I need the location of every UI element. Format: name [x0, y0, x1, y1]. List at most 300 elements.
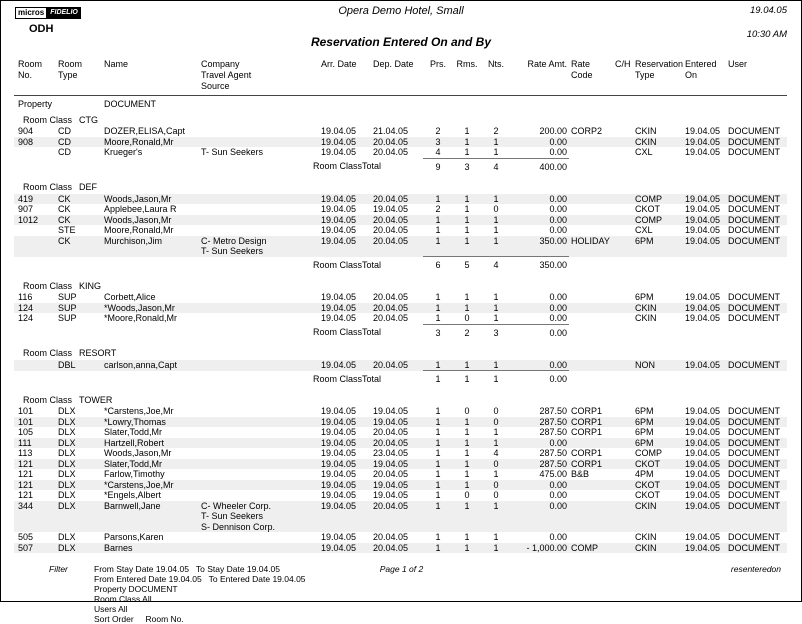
total-nts: 1	[481, 371, 511, 387]
total-rms: 5	[453, 257, 481, 273]
cell-ch	[613, 417, 633, 428]
cell-name: Woods,Jason,Mr	[104, 448, 172, 458]
cell-dep-date: 20.04.05	[370, 215, 423, 226]
cell-room-type: DLX	[52, 438, 100, 449]
cell-ch	[613, 147, 633, 158]
cell-room-no	[14, 236, 52, 257]
cell-arr-date: 19.04.05	[321, 126, 357, 136]
reservation-row	[14, 126, 787, 137]
cell-entered-on: 19.04.05	[685, 225, 721, 235]
cell-room-no: 124	[14, 303, 52, 314]
property-cell	[14, 96, 787, 112]
reservation-row	[14, 448, 787, 459]
cell-rms: 0	[464, 313, 470, 323]
cell-entered-on: 19.04.05	[683, 137, 725, 148]
total-lead-spacer	[14, 371, 198, 387]
cell-user: DOCUMENT	[725, 303, 787, 314]
reservation-row	[14, 292, 787, 303]
company-line: C- Wheeler Corp.	[201, 500, 272, 511]
cell-rms: 1	[464, 292, 470, 302]
reservation-row	[14, 215, 787, 226]
reservation-row	[14, 406, 787, 417]
cell-company	[198, 137, 318, 148]
room-class-label: Room Class	[23, 182, 73, 192]
cell-arr-date: 19.04.05	[318, 303, 370, 314]
cell-prs: 1	[423, 360, 453, 371]
cell-dep-date: 20.04.05	[370, 236, 423, 257]
cell-company	[198, 313, 318, 324]
cell-reservation-type: 6PM	[635, 406, 654, 416]
cell-dep-date: 20.04.05	[370, 438, 423, 449]
cell-dep-date: 19.04.05	[373, 406, 409, 416]
cell-rate-amt: 0.00	[549, 490, 567, 500]
cell-room-no: 908	[14, 137, 52, 148]
cell-entered-on: 19.04.05	[683, 194, 725, 205]
cell-rate-code	[569, 292, 613, 303]
report-title: Reservation Entered On and By	[310, 35, 492, 49]
cell-dep-date: 21.04.05	[373, 126, 409, 136]
cell-rate-amt: 0.00	[549, 313, 567, 323]
cell-rms: 1	[453, 137, 481, 148]
cell-rms: 0	[464, 490, 470, 500]
cell-company	[198, 303, 318, 314]
cell-entered-on: 19.04.05	[683, 480, 725, 491]
filter-line: Property DOCUMENT	[94, 584, 178, 594]
cell-name: *Carstens,Joe,Mr	[104, 406, 174, 416]
total-rms: 2	[453, 324, 481, 340]
cell-prs: 3	[423, 137, 453, 148]
cell-name: Woods,Jason,Mr	[100, 215, 198, 226]
company-line: T- Sun Seekers	[201, 147, 264, 157]
cell-company	[198, 532, 318, 543]
cell-nts: 1	[481, 438, 511, 449]
room-class-total-row	[14, 158, 787, 174]
cell-prs: 1	[435, 225, 441, 235]
cell-rate-amt: 350.00	[511, 236, 569, 257]
cell-ch	[613, 313, 633, 324]
cell-rate-amt: 0.00	[511, 360, 569, 371]
reservation-row	[14, 303, 787, 314]
cell-room-type: DLX	[52, 459, 100, 470]
room-class-value: RESORT	[79, 348, 117, 358]
cell-dep-date: 20.04.05	[370, 303, 423, 314]
cell-room-no: 507	[14, 543, 52, 554]
cell-reservation-type: 6PM	[633, 438, 683, 449]
cell-arr-date: 19.04.05	[318, 360, 370, 371]
cell-reservation-type: CKIN	[635, 532, 657, 542]
cell-company	[198, 194, 318, 205]
filter-line: Sort Order Room No.	[94, 614, 184, 624]
total-lead-spacer	[14, 158, 198, 174]
reservations-table	[14, 56, 787, 558]
cell-dep-date: 20.04.05	[373, 225, 409, 235]
property-value: DOCUMENT	[104, 99, 156, 109]
cell-user: DOCUMENT	[728, 126, 780, 136]
cell-user: DOCUMENT	[725, 438, 787, 449]
cell-company	[198, 427, 318, 438]
cell-rate-amt: 0.00	[511, 194, 569, 205]
cell-nts: 0	[481, 417, 511, 428]
cell-entered-on: 19.04.05	[685, 204, 721, 214]
cell-room-type: CK	[52, 236, 100, 257]
cell-arr-date: 19.04.05	[321, 147, 357, 157]
cell-rate-amt: 0.00	[549, 147, 567, 157]
cell-ch	[613, 459, 633, 470]
filter-line: From Stay Date 19.04.05 To Stay Date 19.04.05	[94, 564, 281, 574]
cell-arr-date: 19.04.05	[318, 459, 370, 470]
cell-dep-date: 19.04.05	[370, 459, 423, 470]
cell-ch	[613, 194, 633, 205]
cell-reservation-type: COMP	[633, 194, 683, 205]
cell-entered-on: 19.04.05	[683, 501, 725, 533]
cell-ch	[613, 225, 633, 236]
col-ch: C/H	[613, 56, 633, 96]
cell-rms: 1	[464, 204, 470, 214]
cell-name: Applebee,Laura R	[104, 204, 177, 214]
cell-name: DOZER,ELISA,Capt	[104, 126, 186, 136]
cell-reservation-type: 6PM	[633, 236, 683, 257]
cell-name: Barnes	[100, 543, 198, 554]
cell-nts: 1	[481, 501, 511, 533]
reservation-row	[14, 427, 787, 438]
cell-dep-date: 20.04.05	[373, 147, 409, 157]
cell-arr-date: 19.04.05	[318, 480, 370, 491]
room-class-total-row	[14, 371, 787, 387]
cell-reservation-type: 6PM	[635, 427, 654, 437]
room-class-row	[14, 392, 787, 407]
cell-user: DOCUMENT	[728, 406, 780, 416]
room-class-cell	[14, 345, 787, 360]
cell-nts: 1	[481, 215, 511, 226]
cell-rate-amt: - 1,000.00	[511, 543, 569, 554]
cell-nts: 0	[481, 480, 511, 491]
col-rms: Rms.	[453, 56, 481, 96]
cell-ch	[613, 427, 633, 438]
room-class-cell	[14, 278, 787, 293]
cell-room-no: 907	[18, 204, 34, 214]
cell-rate-code	[569, 215, 613, 226]
report-id: resenteredon	[730, 564, 781, 574]
cell-room-no	[14, 360, 52, 371]
page-number: Page 1 of 2	[379, 564, 424, 574]
cell-name: *Lowry,Thomas	[100, 417, 198, 428]
cell-room-no: 121	[14, 480, 52, 491]
cell-rate-code	[569, 303, 613, 314]
cell-prs: 1	[435, 406, 441, 416]
cell-nts: 1	[493, 469, 499, 479]
cell-dep-date: 20.04.05	[373, 427, 409, 437]
report-date: 19.04.05	[750, 5, 787, 16]
total-lead-spacer	[14, 324, 198, 340]
cell-name: Farlow,Timothy	[104, 469, 165, 479]
cell-room-type: CD	[58, 147, 71, 157]
total-nts: 4	[481, 158, 511, 174]
col-user: User	[725, 56, 787, 96]
cell-name: carlson,anna,Capt	[100, 360, 198, 371]
report-table-body	[14, 96, 787, 559]
cell-nts: 1	[493, 147, 499, 157]
room-class-label: Room Class	[23, 348, 73, 358]
cell-rms: 1	[453, 501, 481, 533]
total-tail-spacer	[569, 324, 787, 340]
cell-reservation-type: CKIN	[633, 501, 683, 533]
cell-ch	[613, 438, 633, 449]
room-class-row	[14, 112, 787, 127]
cell-nts: 0	[481, 459, 511, 470]
cell-reservation-type: CKOT	[635, 204, 661, 214]
cell-company	[198, 459, 318, 470]
cell-reservation-type: 4PM	[635, 469, 654, 479]
room-class-cell	[14, 112, 787, 127]
total-nts: 4	[481, 257, 511, 273]
cell-company	[198, 147, 318, 158]
cell-company	[198, 501, 318, 533]
cell-dep-date: 20.04.05	[373, 532, 409, 542]
cell-user: DOCUMENT	[728, 225, 780, 235]
reservation-row	[14, 480, 787, 491]
cell-rate-amt: 0.00	[511, 137, 569, 148]
cell-user: DOCUMENT	[725, 215, 787, 226]
total-rate-amt: 350.00	[511, 257, 569, 273]
cell-rate-code: CORP1	[571, 448, 603, 458]
cell-entered-on: 19.04.05	[683, 303, 725, 314]
cell-company	[198, 406, 318, 417]
cell-rms: 0	[464, 406, 470, 416]
cell-user: DOCUMENT	[725, 236, 787, 257]
cell-rms: 1	[453, 194, 481, 205]
room-class-row	[14, 179, 787, 194]
cell-rms: 1	[453, 438, 481, 449]
cell-prs: 1	[423, 501, 453, 533]
cell-arr-date: 19.04.05	[318, 501, 370, 533]
micros-logo-text: micros	[15, 7, 47, 19]
cell-company	[198, 448, 318, 459]
cell-user: DOCUMENT	[728, 490, 780, 500]
cell-user: DOCUMENT	[728, 204, 780, 214]
cell-rms: 1	[453, 236, 481, 257]
filter-line: Users All	[94, 604, 128, 614]
room-class-value: CTG	[79, 114, 98, 125]
cell-rate-code: COMP	[569, 543, 613, 554]
section-spacer	[14, 553, 787, 558]
cell-room-no: 121	[18, 490, 34, 500]
room-class-total-label: Room ClassTotal	[313, 373, 382, 384]
cell-prs: 1	[435, 532, 441, 542]
cell-room-no	[14, 225, 52, 236]
table-header	[14, 56, 787, 96]
cell-ch	[613, 448, 633, 459]
cell-room-no: 124	[18, 313, 34, 323]
cell-entered-on: 19.04.05	[685, 313, 721, 323]
cell-user: DOCUMENT	[725, 360, 787, 371]
cell-dep-date: 20.04.05	[370, 194, 423, 205]
cell-ch	[613, 137, 633, 148]
cell-nts: 1	[481, 360, 511, 371]
cell-rate-code: CORP1	[571, 427, 603, 437]
cell-rate-code: CORP1	[569, 417, 613, 428]
cell-name: *Engels,Albert	[104, 490, 162, 500]
col-rate-amt: Rate Amt.	[511, 56, 569, 96]
room-class-label: Room Class	[23, 394, 73, 405]
cell-user: DOCUMENT	[728, 147, 780, 157]
col-dep-date: Dep. Date	[370, 56, 423, 96]
cell-company	[198, 292, 318, 303]
total-prs: 6	[423, 257, 453, 273]
cell-room-type: SUP	[58, 313, 77, 323]
col-room-no: Room No.	[14, 56, 52, 96]
cell-reservation-type: CKOT	[635, 490, 661, 500]
cell-entered-on: 19.04.05	[685, 406, 721, 416]
cell-room-no: 105	[18, 427, 34, 437]
cell-rms: 1	[453, 417, 481, 428]
cell-entered-on: 19.04.05	[683, 236, 725, 257]
cell-user: DOCUMENT	[725, 501, 787, 533]
cell-name: *Carstens,Joe,Mr	[100, 480, 198, 491]
room-class-total-row	[14, 257, 787, 273]
room-class-row	[14, 278, 787, 293]
cell-company	[198, 360, 318, 371]
cell-room-no: 121	[14, 459, 52, 470]
cell-room-no: 121	[18, 469, 34, 479]
cell-ch	[613, 480, 633, 491]
reservation-row	[14, 543, 787, 554]
cell-reservation-type: CKIN	[635, 126, 657, 136]
cell-reservation-type: CKIN	[633, 543, 683, 554]
reservation-row	[14, 438, 787, 449]
cell-entered-on: 19.04.05	[685, 147, 721, 157]
cell-company	[198, 469, 318, 480]
cell-entered-on: 19.04.05	[685, 126, 721, 136]
cell-ch	[613, 360, 633, 371]
col-arr-date: Arr. Date	[318, 56, 370, 96]
cell-nts: 1	[481, 303, 511, 314]
cell-arr-date: 19.04.05	[321, 427, 357, 437]
cell-entered-on: 19.04.05	[683, 543, 725, 554]
cell-arr-date: 19.04.05	[321, 313, 357, 323]
cell-name: Woods,Jason,Mr	[100, 194, 198, 205]
cell-nts: 1	[481, 194, 511, 205]
total-prs: 3	[423, 324, 453, 340]
cell-arr-date: 19.04.05	[318, 194, 370, 205]
cell-company	[198, 126, 318, 137]
reservation-row	[14, 225, 787, 236]
cell-entered-on: 19.04.05	[683, 438, 725, 449]
cell-arr-date: 19.04.05	[321, 469, 357, 479]
report-time: 10:30 AM	[746, 29, 787, 40]
cell-room-type: DLX	[52, 417, 100, 428]
total-rate-amt: 0.00	[511, 371, 569, 387]
cell-dep-date: 20.04.05	[370, 137, 423, 148]
cell-prs: 1	[423, 236, 453, 257]
cell-arr-date: 19.04.05	[318, 438, 370, 449]
total-nts: 3	[481, 324, 511, 340]
property-code: ODH	[29, 23, 54, 35]
property-label: Property	[18, 99, 53, 109]
cell-name: Parsons,Karen	[104, 532, 164, 542]
cell-room-type: DBL	[52, 360, 100, 371]
cell-reservation-type: NON	[633, 360, 683, 371]
cell-ch	[613, 543, 633, 554]
cell-room-no: 101	[14, 417, 52, 428]
cell-rate-code	[569, 360, 613, 371]
col-rate-code: Rate Code	[569, 56, 613, 96]
cell-prs: 1	[423, 543, 453, 554]
room-class-total-label: Room ClassTotal	[313, 327, 382, 337]
reservation-row	[14, 501, 787, 533]
cell-prs: 1	[423, 480, 453, 491]
room-class-value: TOWER	[79, 394, 113, 405]
cell-name: Krueger's	[104, 147, 143, 157]
cell-name: *Moore,Ronald,Mr	[104, 313, 178, 323]
cell-rms: 1	[453, 459, 481, 470]
reservation-row	[14, 490, 787, 501]
cell-user: DOCUMENT	[728, 532, 780, 542]
cell-user: DOCUMENT	[725, 194, 787, 205]
cell-rate-amt: 0.00	[511, 438, 569, 449]
cell-room-no: 419	[14, 194, 52, 205]
cell-entered-on: 19.04.05	[685, 448, 721, 458]
col-room-type: Room Type	[52, 56, 100, 96]
cell-rate-amt: 287.50	[511, 459, 569, 470]
cell-rate-amt: 0.00	[549, 292, 567, 302]
cell-dep-date: 19.04.05	[370, 417, 423, 428]
cell-ch	[613, 236, 633, 257]
cell-prs: 1	[423, 459, 453, 470]
hotel-name: Opera Demo Hotel, Small	[338, 5, 464, 17]
cell-name: Corbett,Alice	[104, 292, 156, 302]
filter-line: Room Class All	[94, 594, 152, 604]
reservation-row	[14, 204, 787, 215]
cell-nts: 4	[493, 448, 499, 458]
cell-arr-date: 19.04.05	[321, 448, 357, 458]
cell-name: Barnwell,Jane	[100, 501, 198, 533]
reservation-row	[14, 360, 787, 371]
cell-prs: 2	[435, 126, 441, 136]
cell-room-type: DLX	[58, 448, 76, 458]
total-tail-spacer	[569, 158, 787, 174]
cell-arr-date: 19.04.05	[321, 292, 357, 302]
cell-rms: 1	[464, 225, 470, 235]
cell-reservation-type: 6PM	[635, 292, 654, 302]
cell-rate-code	[569, 204, 613, 215]
cell-arr-date: 19.04.05	[321, 532, 357, 542]
reservation-row	[14, 469, 787, 480]
cell-room-no: 505	[18, 532, 34, 542]
col-entered-on: Entered On	[683, 56, 725, 96]
cell-user: DOCUMENT	[728, 313, 780, 323]
report-header	[1, 1, 801, 56]
col-company: Company Travel Agent Source	[198, 56, 318, 96]
total-rms: 1	[453, 371, 481, 387]
cell-room-no: 116	[18, 292, 33, 302]
cell-rate-amt: 0.00	[511, 303, 569, 314]
reservation-row	[14, 459, 787, 470]
cell-prs: 4	[435, 147, 441, 157]
cell-ch	[613, 406, 633, 417]
cell-entered-on: 19.04.05	[685, 292, 721, 302]
cell-dep-date: 20.04.05	[373, 292, 409, 302]
cell-arr-date: 19.04.05	[321, 490, 357, 500]
cell-name: Slater,Todd,Mr	[100, 459, 198, 470]
cell-rms: 1	[453, 360, 481, 371]
cell-rate-amt: 287.50	[539, 427, 567, 437]
cell-prs: 1	[435, 292, 441, 302]
cell-prs: 1	[423, 303, 453, 314]
cell-company	[198, 490, 318, 501]
cell-rate-amt: 475.00	[539, 469, 567, 479]
cell-rate-amt: 0.00	[549, 225, 567, 235]
cell-rate-code	[569, 194, 613, 205]
